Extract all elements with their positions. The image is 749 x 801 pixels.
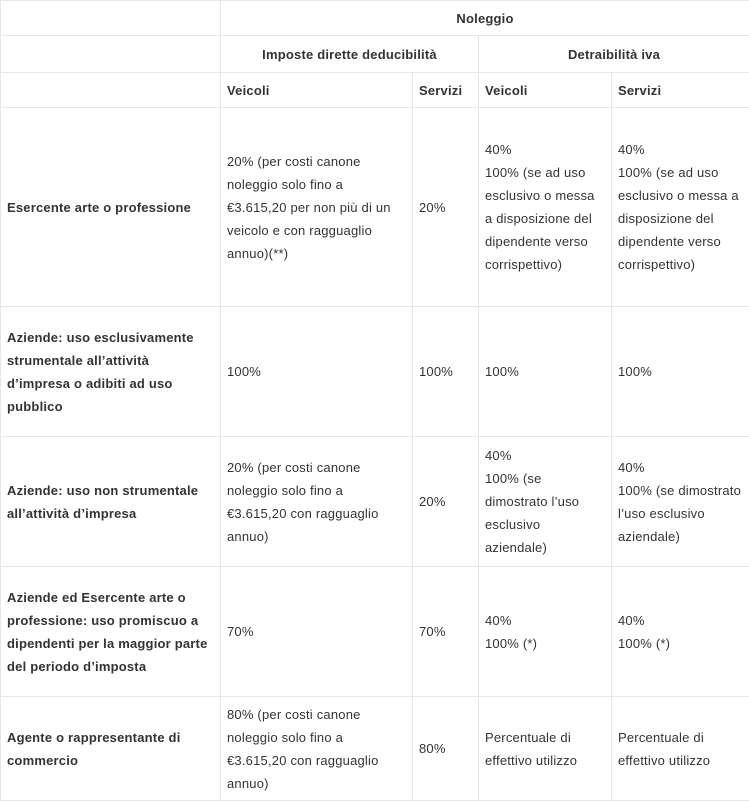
empty-corner-cell	[1, 1, 221, 36]
column-header-veicoli-deducibilita: Veicoli	[221, 73, 413, 108]
noleggio-header: Noleggio	[221, 1, 749, 36]
table-cell: 20%	[413, 108, 479, 307]
table-cell: 40% 100% (*)	[479, 567, 612, 697]
column-header-servizi-deducibilita: Servizi	[413, 73, 479, 108]
row-label: Agente o rappresentante di commercio	[1, 697, 221, 801]
row-label: Esercente arte o professione	[1, 108, 221, 307]
table-cell: 100%	[221, 307, 413, 437]
table-row	[1, 108, 749, 307]
table-cell: 80% (per costi canone noleggio solo fino a €3.615,20 con ragguaglio annuo)	[221, 697, 413, 801]
table-row	[1, 307, 749, 437]
row-label: Aziende: uso non strumentale all’attività d’impresa	[1, 437, 221, 567]
header-row-columns	[1, 73, 749, 108]
table-cell: 70%	[413, 567, 479, 697]
table-cell: 100%	[612, 307, 749, 437]
table-row	[1, 697, 749, 801]
table-cell: 20%	[413, 437, 479, 567]
table-cell: 20% (per costi canone noleggio solo fino a €3.615,20 per non più di un veicolo e con ragguaglio annuo)(**)	[221, 108, 413, 307]
table-cell: Percentuale di effettivo utilizzo	[612, 697, 749, 801]
row-label: Aziende ed Esercente arte o professione: uso promiscuo a dipendenti per la maggior parte del periodo d’imposta	[1, 567, 221, 697]
detraibilita-iva-header: Detraibilità iva	[479, 36, 749, 73]
table-row	[1, 437, 749, 567]
empty-corner-cell	[1, 36, 221, 73]
table-cell: 40% 100% (se dimostrato l’uso esclusivo aziendale)	[612, 437, 749, 567]
table-cell: 40% 100% (*)	[612, 567, 749, 697]
column-header-veicoli-iva: Veicoli	[479, 73, 612, 108]
row-label: Aziende: uso esclusivamente strumentale all’attività d’impresa o adibiti ad uso pubblico	[1, 307, 221, 437]
header-row-group	[1, 1, 749, 36]
table-cell: 80%	[413, 697, 479, 801]
table-cell: 100%	[479, 307, 612, 437]
table-cell: 20% (per costi canone noleggio solo fino a €3.615,20 con ragguaglio annuo)	[221, 437, 413, 567]
table-cell: 40% 100% (se ad uso esclusivo o messa a disposizione del dipendente verso corrispettivo)	[612, 108, 749, 307]
table-cell: 40% 100% (se dimostrato l’uso esclusivo aziendale)	[479, 437, 612, 567]
table-cell: 100%	[413, 307, 479, 437]
column-header-servizi-iva: Servizi	[612, 73, 749, 108]
table-cell: 70%	[221, 567, 413, 697]
empty-corner-cell	[1, 73, 221, 108]
imposte-dirette-header: Imposte dirette deducibilità	[221, 36, 479, 73]
table-cell: Percentuale di effettivo utilizzo	[479, 697, 612, 801]
table-row	[1, 567, 749, 697]
table-cell: 40% 100% (se ad uso esclusivo o messa a disposizione del dipendente verso corrispettivo)	[479, 108, 612, 307]
header-row-categories	[1, 36, 749, 73]
